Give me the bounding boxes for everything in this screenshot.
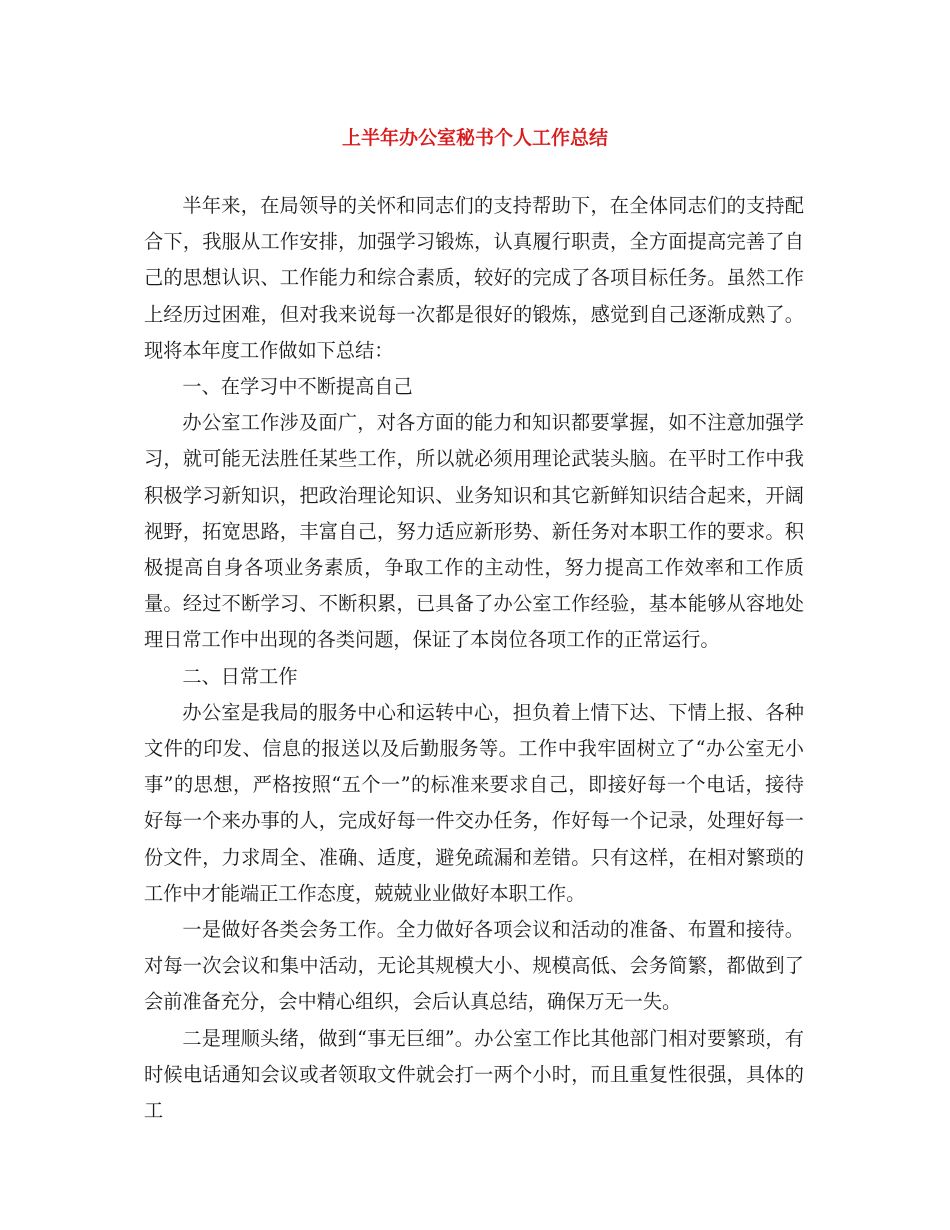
paragraph-daily-work: 办公室是我局的服务中心和运转中心，担负着上情下达、下情上报、各种文件的印发、信息的报送以及后勤服务等。工作中我牢固树立了“办公室无小事”的思想，严格按照“五个一”的标准来要求自己，即接好每一个电话，接待好每一个来办事的人，完成好每一件交办任务，作好每一个记录，处理好每一份文件，力求周全、准确、适度，避免疏漏和差错。只有这样，在相对繁琐的工作中才能端正工作态度，兢兢业业做好本职工作。 — [144, 700, 804, 905]
section-heading-1: 一、在学习中不断提高自己 — [182, 375, 413, 399]
paragraph-details: 二是理顺头绪，做到“事无巨细”。办公室工作比其他部门相对要繁琐，有时候电话通知会议或者领取文件就会打一两个小时，而且重复性很强，具体的工 — [144, 1026, 804, 1123]
section-heading-2: 二、日常工作 — [182, 664, 298, 688]
paragraph-intro: 半年来，在局领导的关怀和同志们的支持帮助下，在全体同志们的支持配合下，我服从工作安排，加强学习锻炼，认真履行职责，全方面提高完善了自己的思想认识、工作能力和综合素质，较好的完成了各项目标任务。虽然工作上经历过困难，但对我来说每一次都是很好的锻炼，感觉到自己逐渐成熟了。现将本年度工作做如下总结： — [144, 194, 804, 362]
paragraph-meetings: 一是做好各类会务工作。全力做好各项会议和活动的准备、布置和接待。对每一次会议和集中活动，无论其规模大小、规模高低、会务简繁，都做到了会前准备充分，会中精心组织，会后认真总结，确保万无一失。 — [144, 918, 804, 1014]
document-title: 上半年办公室秘书个人工作总结 — [341, 127, 608, 149]
paragraph-study: 办公室工作涉及面广，对各方面的能力和知识都要掌握，如不注意加强学习，就可能无法胜任某些工作，所以就必须用理论武装头脑。在平时工作中我积极学习新知识，把政治理论知识、业务知识和其它新鲜知识结合起来，开阔视野，拓宽思路，丰富自己，努力适应新形势、新任务对本职工作的要求。积极提高自身各项业务素质，争取工作的主动性，努力提高工作效率和工作质量。经过不断学习、不断积累，已具备了办公室工作经验，基本能够从容地处理日常工作中出现的各类问题，保证了本岗位各项工作的正常运行。 — [144, 411, 804, 652]
document-body — [144, 188, 804, 1129]
